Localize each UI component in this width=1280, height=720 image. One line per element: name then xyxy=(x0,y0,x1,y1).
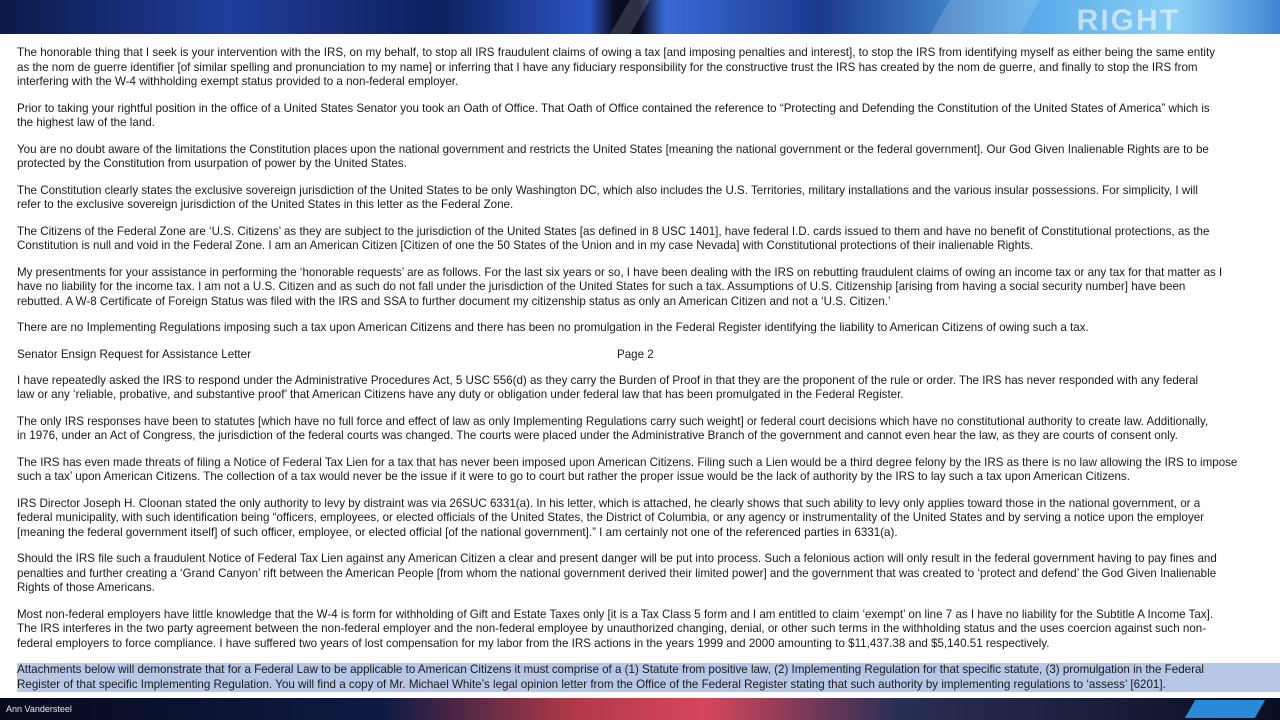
banner-stripe xyxy=(930,0,1040,34)
paragraph xyxy=(17,102,1280,131)
paragraph xyxy=(17,143,1280,172)
paragraph xyxy=(17,321,1280,336)
text-line: Prior to taking your rightful position in the office of a United States Senator you took an Oath of Office. That Oath of Office contained the reference to “Protecting and Defending the Constitution of the United States of America” which is xyxy=(17,101,1210,115)
text-line: the highest law of the land. xyxy=(17,116,155,129)
text-line: IRS Director Joseph H. Cloonan stated the only authority to levy by distraint was via 26SUC 6331(a). In his letter, which is attached, he clearly shows that such ability to levy only applies toward those in the national government, or a xyxy=(17,496,1201,510)
text-line: My presentments for your assistance in performing the ‘honorable requests’ are as follows. For the last six years or so, I have been dealing with the IRS on rebutting fraudulent claims of owing an income tax or any tax for that matter as I xyxy=(17,265,1223,279)
paragraph xyxy=(17,184,1280,213)
text-line: [meaning the federal government itself] of such officer, employee, or elected official [of the national government].” I am certainly not one of the referenced parties in 6331(a). xyxy=(17,525,898,539)
text-line: have no liability for the income tax. I am not a U.S. Citizen and as such do not fall under the jurisdiction of the United States for such a tax. Assumptions of U.S. Citizenship [arising from having a social security number] have been xyxy=(17,280,1186,293)
text-line: Most non-federal employers have little knowledge that the W-4 is form for withholding of Gift and Estate Taxes only [it is a Tax Class 5 form and I am entitled to claim ‘exempt’ on line 7 as I have no liability for the Subtitle A Income Tax]. xyxy=(17,607,1214,621)
text-line: The Constitution clearly states the exclusive sovereign jurisdiction of the United States to be only Washington DC, which also includes the U.S. Territories, military installations and the various insular possessions. For simplicity, I will xyxy=(17,183,1198,197)
paragraph xyxy=(17,266,1280,310)
document-page xyxy=(0,34,1280,698)
paragraph xyxy=(17,552,1280,596)
page-header-title: Senator Ensign Request for Assistance Letter xyxy=(17,347,251,361)
text-line: refer to the exclusive sovereign jurisdiction of the United States in this letter as the Federal Zone. xyxy=(17,198,514,211)
page-number: Page 2 xyxy=(617,347,654,361)
text-line: The IRS has even made threats of filing a Notice of Federal Tax Lien for a tax that has never been imposed upon American Citizens. Filing such a Lien would be a third degree felony by the IRS as there is no law allowing the IRS to impose xyxy=(17,455,1238,469)
text-line: Attachments below will demonstrate that for a Federal Law to be applicable to American Citizens it must comprise of a (1) Statute from positive law, (2) Implementing Regulation for that specific statute, (3) promulgation in the Federal xyxy=(17,663,1280,678)
text-line: in 1976, under an Act of Congress, the jurisdiction of the federal courts was changed. The courts were placed under the Administrative Branch of the government and cannot even hear the law, as they are courts of consent only. xyxy=(17,429,1178,442)
text-line: The honorable thing that I seek is your intervention with the IRS, on my behalf, to stop all IRS fraudulent claims of owing a tax [and imposing penalties and interest], to stop the IRS from identifying myself as either being the same entity xyxy=(17,46,1216,59)
banner-stripe xyxy=(610,0,650,34)
text-line: Rights of those Americans. xyxy=(17,581,155,594)
text-line: I have repeatedly asked the IRS to respond under the Administrative Procedures Act, 5 USC 556(d) as they carry the Burden of Proof in that they are the proponent of the rule or order. The IRS has never responded with any federal xyxy=(17,373,1199,387)
bottom-bar-accent xyxy=(1185,700,1265,718)
text-line: You are no doubt aware of the limitations the Constitution places upon the national government and restricts the United States [meaning the national government or the federal government]. Our God Given Inalienable Rights are to be xyxy=(17,142,1209,156)
text-line: as the nom de guerre identifier [of similar spelling and pronunciation to my name] or inferring that I have any fiduciary responsibility for the constructive trust the IRS has created by the nom de guerre, and finally to stop the IRS from xyxy=(17,60,1198,74)
text-line: interfering with the W-4 withholding exempt status provided to a non-federal employer. xyxy=(17,75,459,88)
text-line: federal municipality, with such identification being “officers, employees, or elected officials of the United States, the District of Columbia, or any agency or instrumentality of the United States and by serving a notice upon the employer xyxy=(17,511,1205,524)
document-body xyxy=(17,46,1280,698)
text-line: Register of that specific Implementing Regulation. You will find a copy of Mr. Michael White’s legal opinion letter from the Office of the Federal Register stating that such authority by implementing regulations to ‘assess’ [6201]. xyxy=(17,678,1280,693)
text-line: Should the IRS file such a fraudulent Notice of Federal Tax Lien against any American Citizen a clear and present danger will be put into process. Such a felonious action will only result in the federal government having to pay fines and xyxy=(17,552,1217,565)
paragraph-group-page2 xyxy=(17,374,1280,693)
text-line: The Citizens of the Federal Zone are ‘U.S. Citizens’ as they are subject to the jurisdiction of the United States [as defined in 8 USC 1401], have federal I.D. cards issued to them and have no benefit of Constitutional protections, as the xyxy=(17,224,1210,238)
text-line: such a tax’ upon American Citizens. The collection of a tax would never be the issue if it were to go to court but rather the proper issue would be the lack of authority by the IRS to lay such a tax upon American Citizens. xyxy=(17,470,1130,483)
paragraph xyxy=(17,497,1280,541)
text-line: The IRS interferes in the two party agreement between the non-federal employer and the non-federal employee by unauthorized changing, denial, or other such terms in the withholding status and the uses coercion against such non- xyxy=(17,622,1207,635)
text-line: Constitution is null and void in the Federal Zone. I am an American Citizen [Citizen of one the 50 States of the Union and in my case Nevada] with Constitutional protections of their inalienable Rights. xyxy=(17,239,1034,252)
presenter-name: Ann Vandersteel xyxy=(6,704,72,714)
banner-logo-text: RIGHT xyxy=(1076,4,1180,34)
text-line: penalties and further creating a ‘Grand Canyon’ rift between the American People [from whom the national government derived their limited power] and the government that was created to ‘protect and defend’ the God Given Inalienable xyxy=(17,566,1217,580)
text-line: rebutted. A W-8 Certificate of Foreign Status was filed with the IRS and SSA to further document my citizenship status as only an American Citizen and not a ‘U.S. Citizen.’ xyxy=(17,294,891,308)
paragraph xyxy=(17,456,1280,485)
text-line: protected by the Constitution from usurpation of power by the United States. xyxy=(17,157,407,170)
paragraph xyxy=(17,608,1280,652)
paragraph xyxy=(17,663,1280,692)
page-header xyxy=(17,348,1280,362)
text-line: law or any ‘reliable, probative, and substantive proof’ that American Citizens have any duty or obligation under federal law that has been promulgated in the Federal Register. xyxy=(17,388,904,401)
video-bottom-bar xyxy=(0,698,1280,720)
paragraph xyxy=(17,415,1280,444)
paragraph xyxy=(17,46,1280,90)
paragraph-group-page1 xyxy=(17,46,1280,336)
paragraph xyxy=(17,374,1280,403)
paragraph xyxy=(17,225,1280,254)
text-line: federal employers to force compliance. I have suffered two years of lost compensation for my labor from the IRS actions in the years 1999 and 2000 amounting to $11,437.38 and $5,140.51 respectively. xyxy=(17,636,1050,650)
text-line: There are no Implementing Regulations imposing such a tax upon American Citizens and there has been no promulgation in the Federal Register identifying the liability to American Citizens of owing such a tax. xyxy=(17,321,1089,334)
text-line: The only IRS responses have been to statutes [which have no full force and effect of law as only Implementing Regulations carry such weight] or federal court decisions which have no constitutional authority to create law. Additionally, xyxy=(17,414,1209,428)
video-top-banner xyxy=(0,0,1280,34)
